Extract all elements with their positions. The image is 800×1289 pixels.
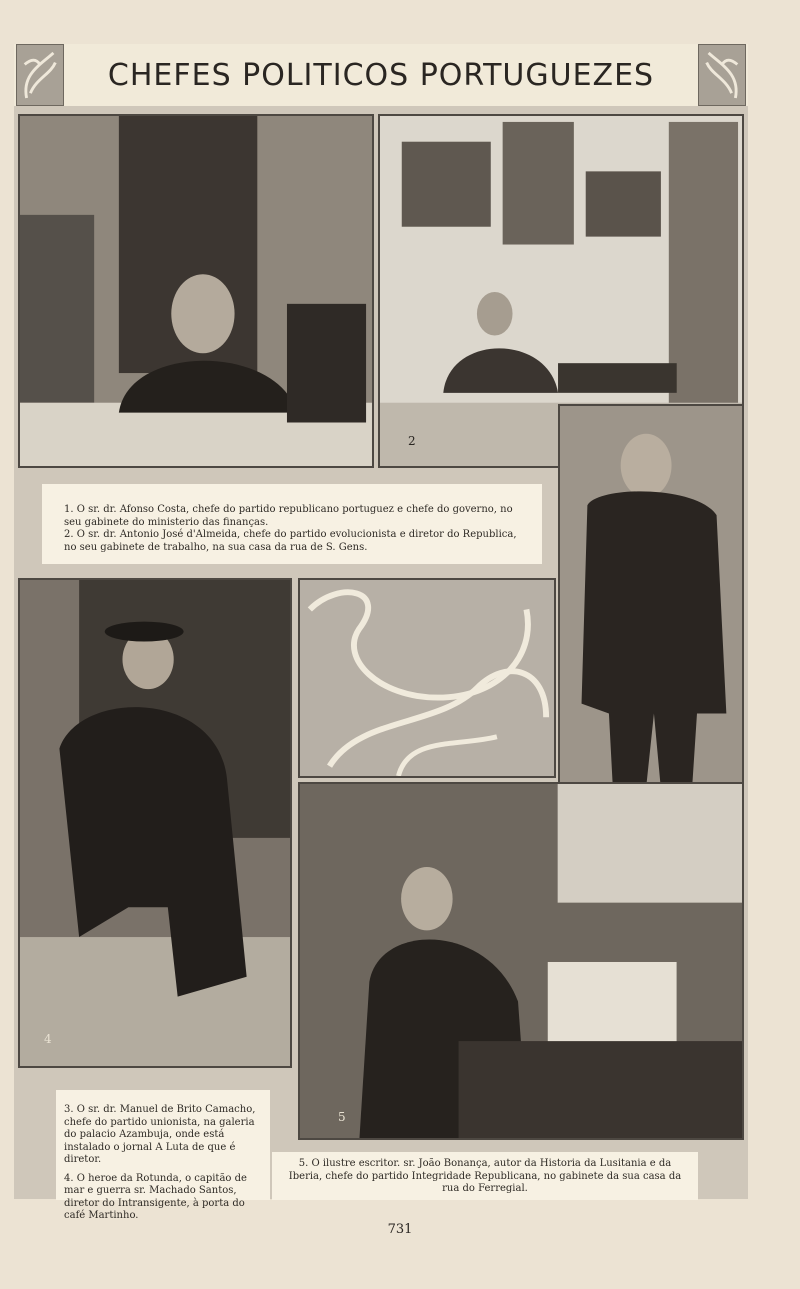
caption-top: [42, 484, 542, 564]
page-number: 731: [387, 1222, 413, 1237]
photo-joao-bonanca: [298, 782, 744, 1140]
art-nouveau-ornament-icon: [298, 578, 556, 778]
caption-3: 3. O sr. dr. Manuel de Brito Camacho, chefe do partido unionista, na galeria do palacio Azambuja, onde está instalado o jornal A Luta de que é diretor.: [64, 1104, 256, 1165]
photo-machado-santos: [18, 578, 292, 1068]
caption-bottom: [272, 1152, 698, 1200]
page-title: CHEFES POLITICOS PORTUGUEZES: [107, 57, 655, 93]
left-ornament-icon: [16, 44, 64, 106]
caption-left: [56, 1090, 270, 1221]
caption-1: 1. O sr. dr. Afonso Costa, chefe do partido republicano portuguez e chefe do governo, no seu gabinete do ministerio das finanças.: [64, 504, 513, 528]
caption-5: 5. O ilustre escritor. sr. João Bonança, autor da Historia da Lusitania e da Iberia, chefe do partido Integridade Republicana, no gabinete da sua casa da rua do Ferregial.: [288, 1158, 682, 1194]
caption-4: 4. O heroe da Rotunda, o capitão de mar e guerra sr. Machado Santos, diretor do Intransigente, à porta do café Martinho.: [64, 1172, 247, 1221]
caption-2: 2. O sr. dr. Antonio José d'Almeida, chefe do partido evolucionista e diretor do Republica, no seu gabinete de trabalho, na sua casa da rua de S. Gens.: [64, 529, 517, 553]
photo-afonso-costa: [18, 114, 374, 468]
right-ornament-icon: [698, 44, 746, 106]
photo-number: 4: [44, 1032, 52, 1046]
photo-number: 2: [408, 434, 416, 448]
photo-number: 5: [338, 1110, 346, 1124]
